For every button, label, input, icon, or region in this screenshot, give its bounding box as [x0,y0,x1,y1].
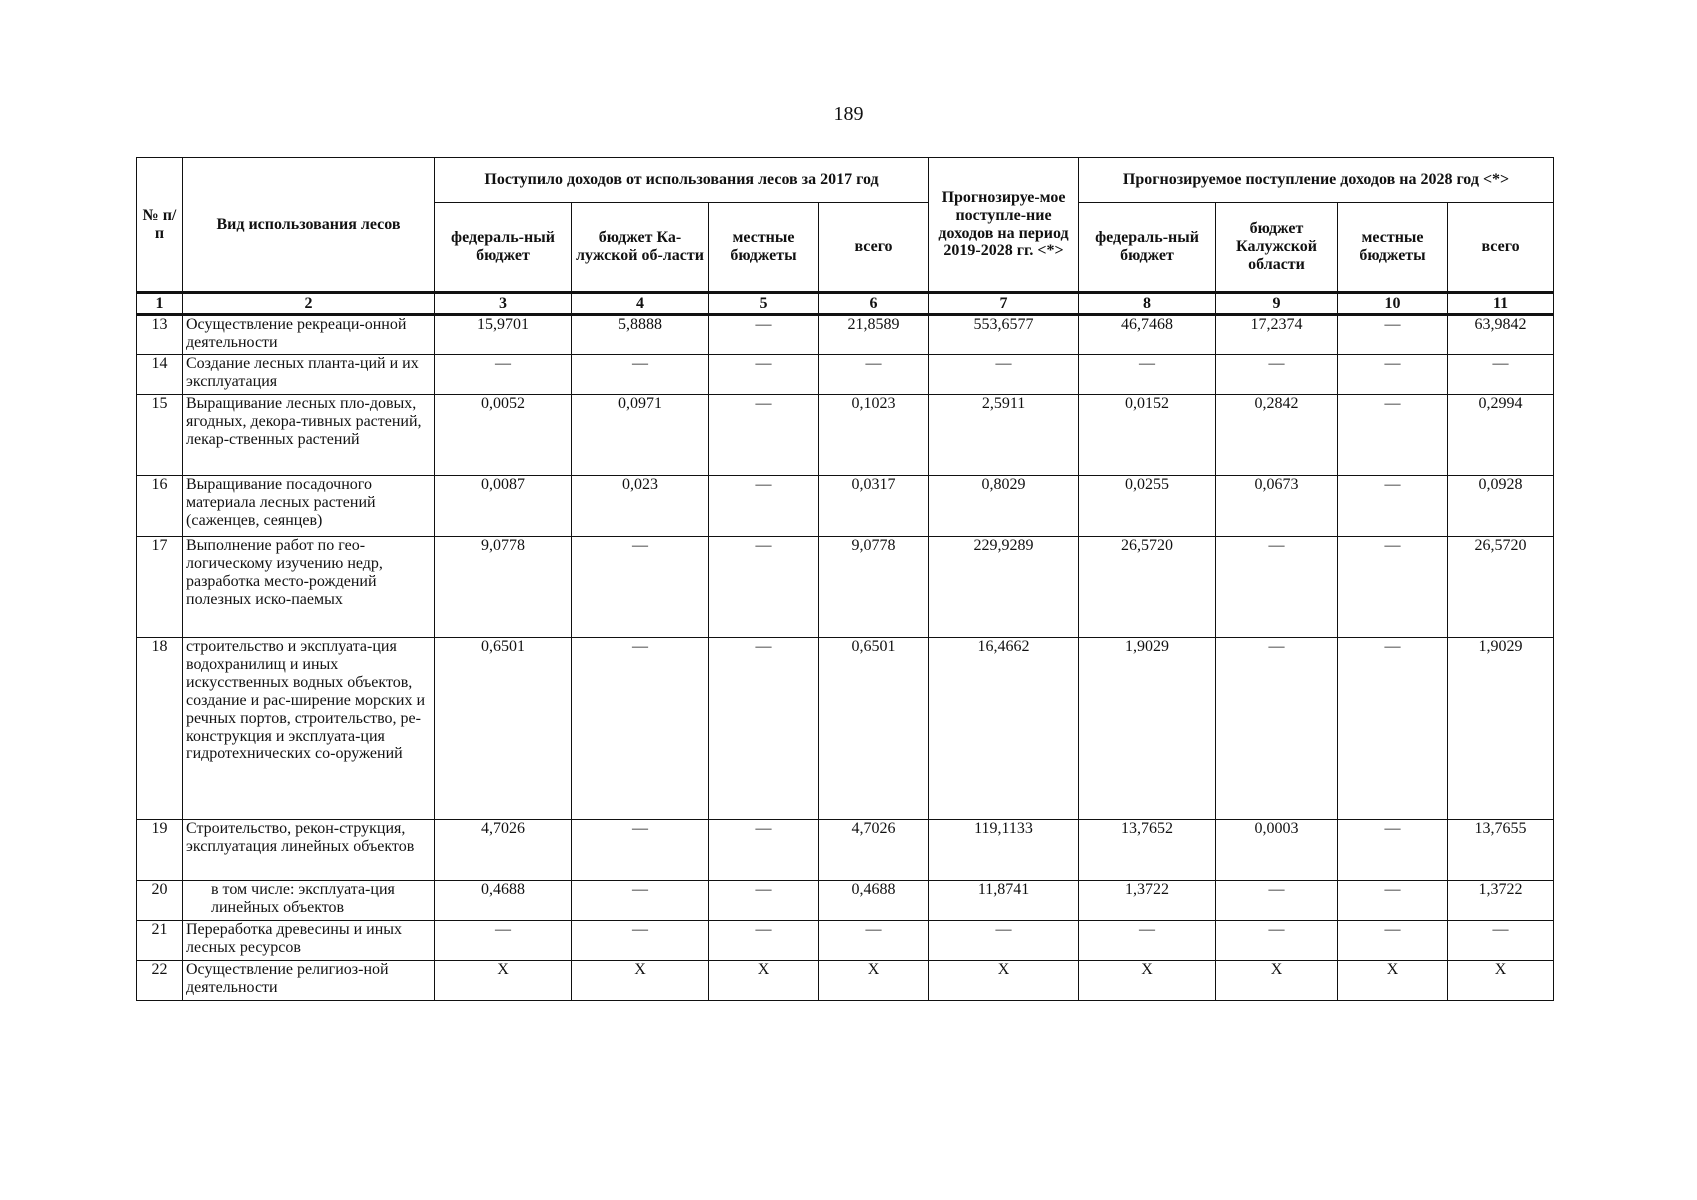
row-value: 17,2374 [1216,315,1338,355]
row-value: 2,5911 [929,395,1079,476]
row-value: 553,6577 [929,315,1079,355]
row-usage-type: в том числе: эксплуата-ция линейных объектов [183,881,435,921]
header-2017-regional: бюджет Ка-лужской об-ласти [572,203,709,293]
row-value: 0,6501 [819,638,929,820]
row-value: 0,0003 [1216,820,1338,881]
row-number: 22 [137,961,183,1001]
column-number: 10 [1338,293,1448,315]
row-value: 4,7026 [819,820,929,881]
row-value: 26,5720 [1079,537,1216,638]
table-row [137,395,1554,476]
row-value: — [709,881,819,921]
header-2028-regional: бюджет Калужской области [1216,203,1338,293]
row-number: 20 [137,881,183,921]
forest-income-table [136,157,1554,1001]
row-value: — [709,395,819,476]
row-value: 0,0152 [1079,395,1216,476]
row-number: 16 [137,476,183,537]
row-value: 0,8029 [929,476,1079,537]
header-2017-local: местные бюджеты [709,203,819,293]
row-value: 13,7655 [1448,820,1554,881]
row-usage-type: Строительство, рекон-струкция, эксплуатация линейных объектов [183,820,435,881]
row-value: — [709,921,819,961]
row-number: 17 [137,537,183,638]
row-value: X [1338,961,1448,1001]
table-row [137,315,1554,355]
row-value: — [1338,921,1448,961]
header-2028-local: местные бюджеты [1338,203,1448,293]
row-value: — [929,921,1079,961]
row-value: — [1216,638,1338,820]
page-number: 189 [833,103,864,125]
row-value: 0,4688 [435,881,572,921]
row-number: 13 [137,315,183,355]
row-number: 15 [137,395,183,476]
row-usage-type: строительство и эксплуата-ция водохранилищ и иных искусственных водных объектов, создание и рас-ширение морских и речных портов, строительство, ре-конструкция и эксплуата-ция гидротехнических со-оружений [183,638,435,820]
row-value: — [572,881,709,921]
row-number: 14 [137,355,183,395]
row-value: 0,2994 [1448,395,1554,476]
row-value: — [709,537,819,638]
row-value: 0,4688 [819,881,929,921]
row-value: 15,9701 [435,315,572,355]
header-usage-type: Вид использования лесов [183,158,435,293]
row-value: X [1448,961,1554,1001]
row-value: — [572,638,709,820]
header-forecast-period: Прогнозируе-мое поступле-ние доходов на период 2019-2028 гг. <*> [929,158,1079,293]
row-value: 0,0928 [1448,476,1554,537]
row-value: 0,0087 [435,476,572,537]
row-value: — [1338,537,1448,638]
column-number: 4 [572,293,709,315]
column-number: 1 [137,293,183,315]
row-value: 0,6501 [435,638,572,820]
row-value: — [709,315,819,355]
header-group-2017: Поступило доходов от использования лесов за 2017 год [435,158,929,203]
column-number: 11 [1448,293,1554,315]
row-value: — [1338,820,1448,881]
row-value: X [435,961,572,1001]
row-value: 9,0778 [435,537,572,638]
row-value: — [1216,537,1338,638]
row-value: 1,9029 [1448,638,1554,820]
row-value: 0,0052 [435,395,572,476]
row-value: — [1216,881,1338,921]
row-value: X [1216,961,1338,1001]
row-value: — [1338,881,1448,921]
table-row [137,820,1554,881]
row-value: — [572,820,709,881]
row-value: 5,8888 [572,315,709,355]
column-number: 5 [709,293,819,315]
row-value: 0,0971 [572,395,709,476]
row-value: — [709,820,819,881]
table-row [137,355,1554,395]
row-usage-type: Выращивание лесных пло-довых, ягодных, декора-тивных растений, лекар-ственных растений [183,395,435,476]
row-value: 0,023 [572,476,709,537]
row-value: — [709,355,819,395]
row-usage-type: Выполнение работ по гео-логическому изучению недр, разработка место-рождений полезных иско-паемых [183,537,435,638]
row-value: 0,0673 [1216,476,1338,537]
row-usage-type: Осуществление религиоз-ной деятельности [183,961,435,1001]
row-value: 0,2842 [1216,395,1338,476]
row-usage-type: Осуществление рекреаци-онной деятельности [183,315,435,355]
column-number: 3 [435,293,572,315]
column-number: 9 [1216,293,1338,315]
row-value: — [1448,921,1554,961]
row-usage-type: Создание лесных планта-ций и их эксплуатация [183,355,435,395]
table-row [137,638,1554,820]
column-number: 2 [183,293,435,315]
row-value: 16,4662 [929,638,1079,820]
row-value: — [1216,355,1338,395]
row-value: 46,7468 [1079,315,1216,355]
row-value: — [1338,476,1448,537]
row-value: — [572,537,709,638]
header-group-2028: Прогнозируемое поступление доходов на 2028 год <*> [1079,158,1554,203]
row-value: 9,0778 [819,537,929,638]
row-value: X [929,961,1079,1001]
row-value: — [1448,355,1554,395]
row-value: — [819,355,929,395]
header-2017-total: всего [819,203,929,293]
row-value: — [709,476,819,537]
row-value: 26,5720 [1448,537,1554,638]
row-value: — [1079,355,1216,395]
table-row [137,476,1554,537]
row-number: 19 [137,820,183,881]
table-row [137,537,1554,638]
row-value: 11,8741 [929,881,1079,921]
row-value: — [435,921,572,961]
table-row [137,881,1554,921]
table-row [137,921,1554,961]
column-number: 8 [1079,293,1216,315]
row-value: 1,9029 [1079,638,1216,820]
table-row [137,961,1554,1001]
row-value: 13,7652 [1079,820,1216,881]
row-value: 0,0255 [1079,476,1216,537]
row-value: — [572,355,709,395]
header-number: № п/п [137,158,183,293]
row-value: 0,1023 [819,395,929,476]
row-value: 229,9289 [929,537,1079,638]
row-value: — [1338,638,1448,820]
row-number: 18 [137,638,183,820]
row-value: X [572,961,709,1001]
row-value: — [1338,315,1448,355]
row-usage-type: Выращивание посадочного материала лесных растений (саженцев, сеянцев) [183,476,435,537]
column-numbers-row [137,293,1554,315]
header-2017-federal: федераль-ный бюджет [435,203,572,293]
row-value: — [1216,921,1338,961]
row-value: — [709,638,819,820]
row-value: 119,1133 [929,820,1079,881]
row-usage-type: Переработка древесины и иных лесных ресурсов [183,921,435,961]
row-value: — [1338,355,1448,395]
row-value: 1,3722 [1448,881,1554,921]
row-value: 63,9842 [1448,315,1554,355]
row-value: 21,8589 [819,315,929,355]
column-number: 7 [929,293,1079,315]
row-value: — [435,355,572,395]
row-value: X [1079,961,1216,1001]
header-2028-federal: федераль-ный бюджет [1079,203,1216,293]
row-value: 0,0317 [819,476,929,537]
row-value: 1,3722 [1079,881,1216,921]
row-number: 21 [137,921,183,961]
row-value: X [819,961,929,1001]
row-value: — [819,921,929,961]
row-value: — [1338,395,1448,476]
row-value: — [1079,921,1216,961]
header-2028-total: всего [1448,203,1554,293]
row-value: — [572,921,709,961]
column-number: 6 [819,293,929,315]
row-value: X [709,961,819,1001]
row-value: 4,7026 [435,820,572,881]
row-value: — [929,355,1079,395]
